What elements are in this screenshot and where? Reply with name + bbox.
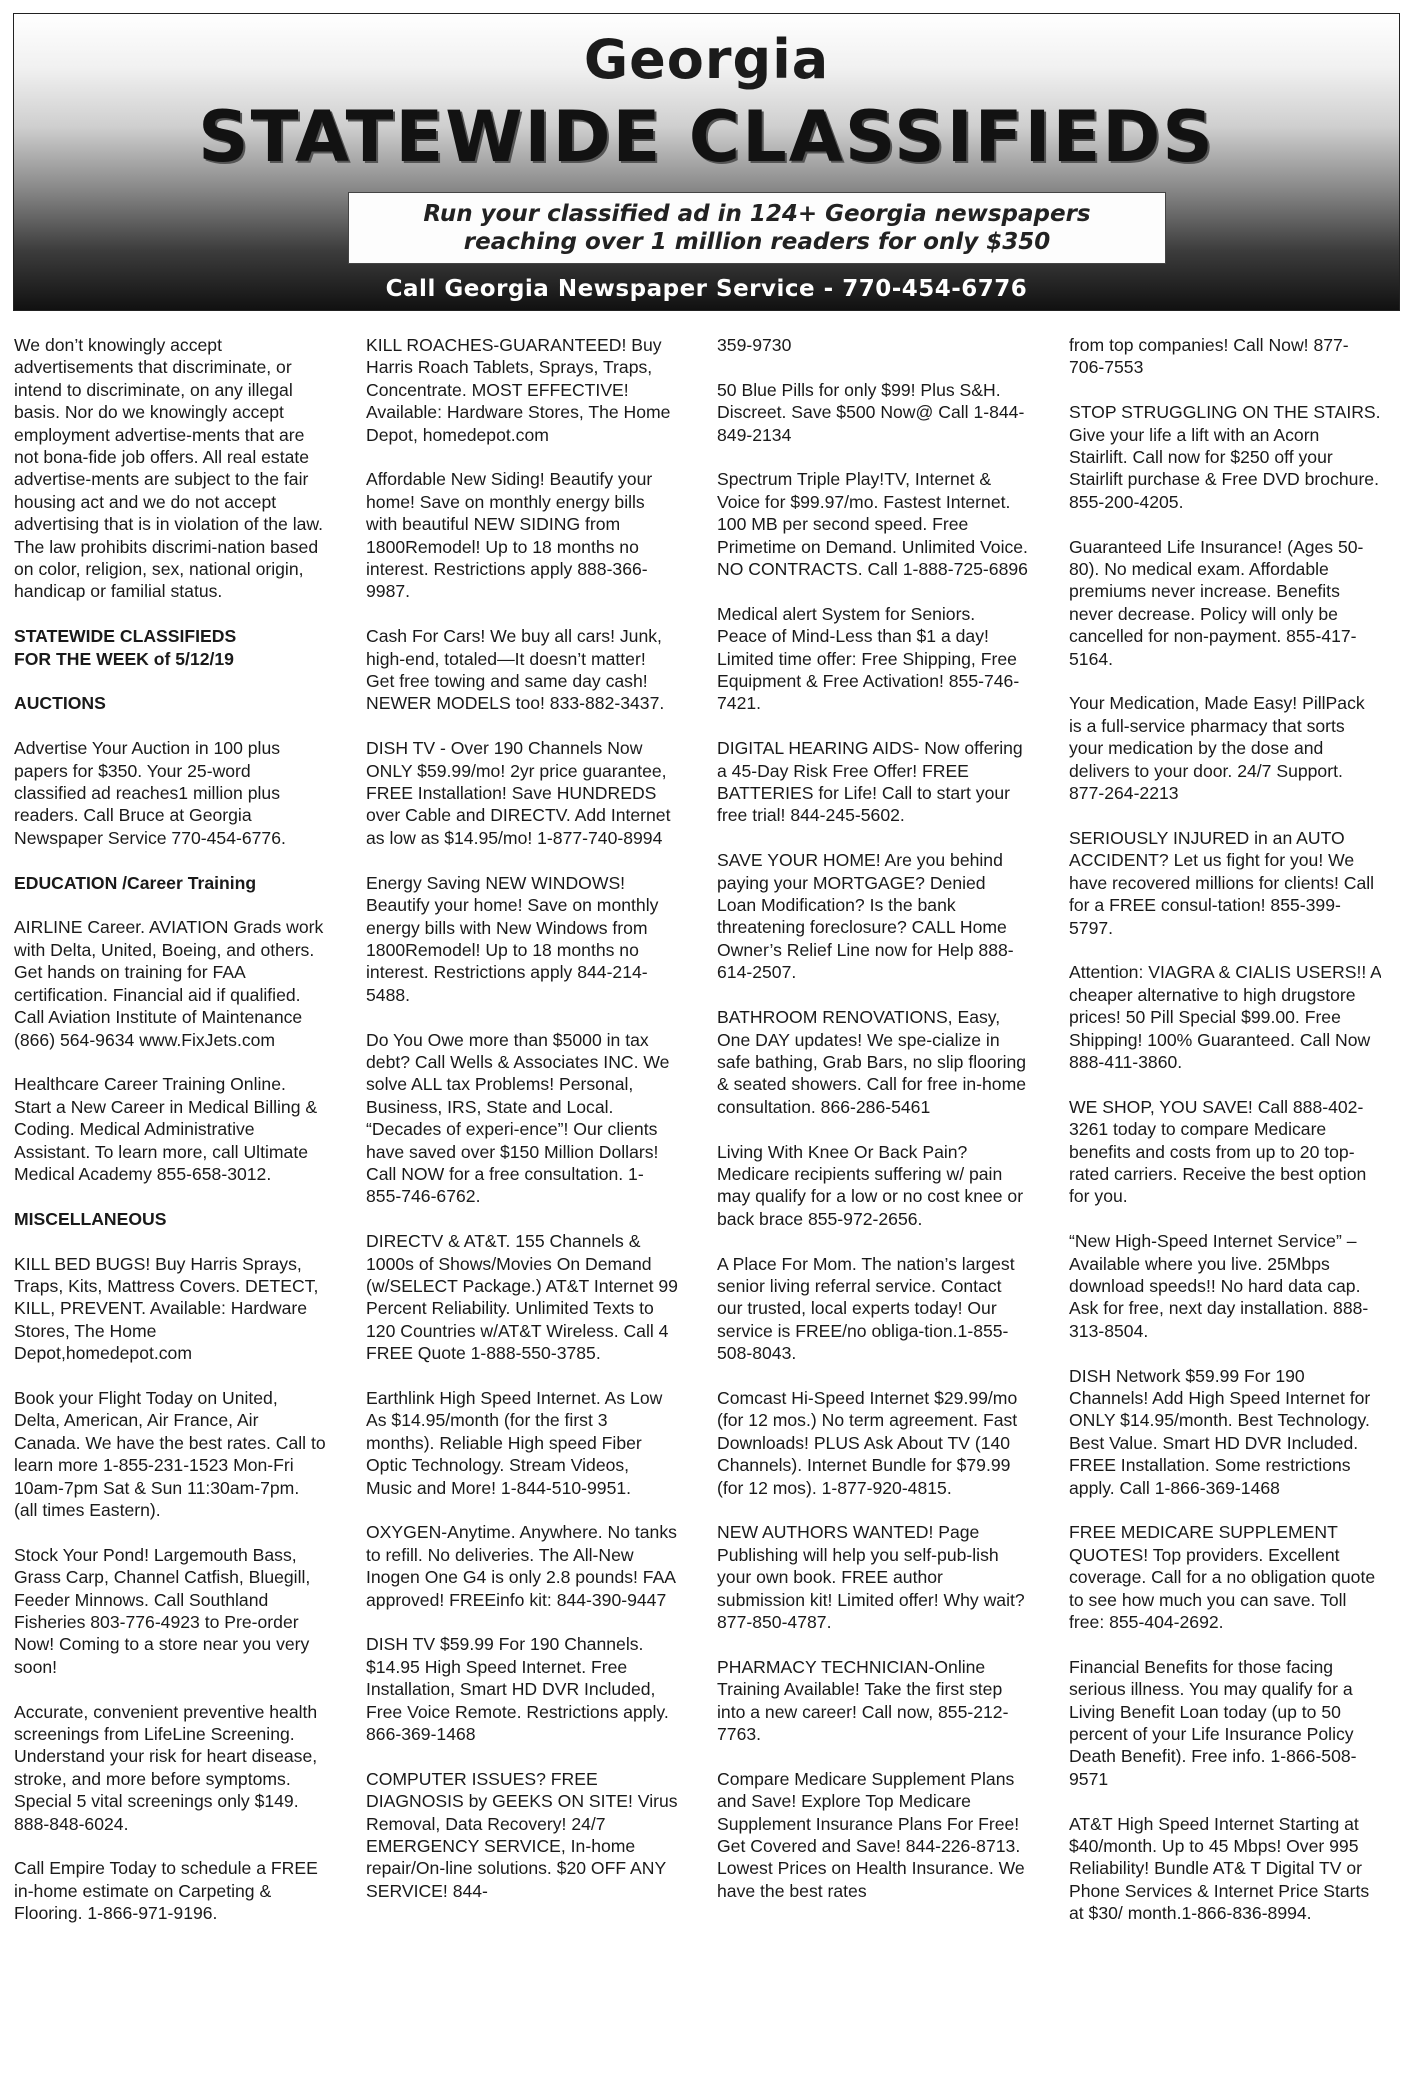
classified-ad: KILL BED BUGS! Buy Harris Sprays, Traps, Kits, Mattress Covers. DETECT, KILL, PREVENT. Available: Hardware Stores, The Home Depot,homedepot.com bbox=[14, 1253, 319, 1364]
classifieds-banner bbox=[13, 13, 1400, 311]
classified-ad: Medical alert System for Seniors. Peace of Mind-Less than $1 a day! Limited time offer: Free Shipping, Free Equipment & Free Activation! 855-746-7421. bbox=[717, 603, 1020, 714]
classified-ad: DISH Network $59.99 For 190 Channels! Add High Speed Internet for ONLY $14.95/month. Best Technology. Best Value. Smart HD DVR Included. FREE Installation. Some restrictions apply. Call 1-866-369-1468 bbox=[1069, 1365, 1371, 1498]
classified-ad: Call Empire Today to schedule a FREE in-home estimate on Carpeting & Flooring. 1-866-971-9196. bbox=[14, 1858, 318, 1924]
classified-ad: SERIOUSLY INJURED in an AUTO ACCIDENT? Let us fight for you! We have recovered millions for clients! Call for a FREE consul-tation! 855-399-5797. bbox=[1069, 827, 1375, 938]
classified-ad: AT&T High Speed Internet Starting at $40/month. Up to 45 Mbps! Over 995 Reliability! Bundle AT& T Digital TV or Phone Services & Internet Price Starts at $30/ month.1-866-836-8994. bbox=[1069, 1813, 1370, 1924]
week-title-line1: STATEWIDE CLASSIFIEDS bbox=[14, 626, 237, 647]
classified-ad: 50 Blue Pills for only $99! Plus S&H. Discreet. Save $500 Now@ Call 1-844-849-2134 bbox=[717, 379, 1025, 445]
classified-ad: Financial Benefits for those facing serious illness. You may qualify for a Living Benefit Loan today (up to 50 percent of your Life Insurance Policy Death Benefit). Free info. 1-866-508-9571 bbox=[1069, 1656, 1357, 1789]
continued-text: 359-9730 bbox=[717, 335, 792, 355]
classified-ad: Comcast Hi-Speed Internet $29.99/mo (for 12 mos.) No term agreement. Fast Downloads! PLUS Ask About TV (140 Channels). Internet Bundle for $79.99 (for 12 mos). 1-877-920-4815. bbox=[717, 1387, 1018, 1498]
classified-ad: NEW AUTHORS WANTED! Page Publishing will help you self-pub-lish your own book. FREE author submission kit! Limited offer! Why wait? 877-850-4787. bbox=[717, 1522, 1025, 1632]
classified-ad: PHARMACY TECHNICIAN-Online Training Available! Take the first step into a new career! Call now, 855-212-7763. bbox=[717, 1656, 1009, 1745]
column-1 bbox=[14, 334, 326, 2100]
classified-ad: Energy Saving NEW WINDOWS! Beautify your home! Save on monthly energy bills with New Windows from 1800Remodel! Up to 18 months no interest. Restrictions apply 844-214-5488. bbox=[366, 872, 659, 1005]
classified-ad: Spectrum Triple Play!TV, Internet & Voice for $99.97/mo. Fastest Internet. 100 MB per second speed. Free Primetime on Demand. Unlimited Voice. NO CONTRACTS. Call 1-888-725-6896 bbox=[717, 469, 1028, 580]
classified-ad: Do You Owe more than $5000 in tax debt? Call Wells & Associates INC. We solve ALL tax Problems! Personal, Business, IRS, State and Local. “Decades of experi-ence”! Our clients have saved over $150 Million Dollars! Call NOW for a free consultation. 1-855-746-6762. bbox=[366, 1029, 670, 1207]
education-heading: EDUCATION /Career Training bbox=[14, 872, 257, 893]
classified-ad: Compare Medicare Supplement Plans and Save! Explore Top Medicare Supplement Insurance Plans For Free! Get Covered and Save! 844-226-8713. Lowest Prices on Health Insurance. We have the best rates bbox=[717, 1768, 1025, 1901]
classified-ad: Affordable New Siding! Beautify your home! Save on monthly energy bills with beautiful NEW SIDING from 1800Remodel! Up to 18 months no interest. Restrictions apply 888-366-9987. bbox=[366, 469, 653, 602]
misc-heading: MISCELLANEOUS bbox=[14, 1208, 167, 1229]
classified-ad: Cash For Cars! We buy all cars! Junk, high-end, totaled—It doesn’t matter! Get free towing and same day cash! NEWER MODELS too! 833-882-3437. bbox=[366, 626, 665, 714]
banner-title: STATEWIDE CLASSIFIEDS bbox=[198, 96, 1215, 178]
classified-ad: FREE MEDICARE SUPPLEMENT QUOTES! Top providers. Excellent coverage. Call for a no obligation quote to see how much you can save. Toll free: 855-404-2692. bbox=[1069, 1522, 1376, 1633]
classified-ad: BATHROOM RENOVATIONS, Easy, One DAY updates! We spe-cialize in safe bathing, Grab Bars, no slip flooring & seated showers. Call for free in-home consultation. 866-286-5461 bbox=[717, 1007, 1027, 1117]
classified-ad: Attention: VIAGRA & CIALIS USERS!! A cheaper alternative to high drugstore prices! 50 Pill Special $99.00. Free Shipping! 100% Guaranteed. Call Now 888-411-3860. bbox=[1069, 962, 1381, 1072]
disclaimer-text: We don’t knowingly accept advertisements that discriminate, or intend to discriminate, on any illegal basis. Nor do we knowingly accept employment advertise-ments that are not bona-fide job offers. All real estate advertise-ments are subject to the fair housing act and we do not accept advertising that is in violation of the law. The law prohibits discrimi-nation based on color, religion, sex, national origin, handicap or familial status. bbox=[14, 335, 324, 602]
classified-ad: A Place For Mom. The nation’s largest senior living referral service. Contact our trusted, local experts today! Our service is FREE/no obliga-tion.1-855-508-8043. bbox=[717, 1253, 1015, 1364]
classified-ad: Guaranteed Life Insurance! (Ages 50-80). No medical exam. Affordable premiums never increase. Benefits never decrease. Policy will only be cancelled for non-payment. 855-417-5164. bbox=[1069, 536, 1364, 669]
continued-text: from top companies! Call Now! 877-706-7553 bbox=[1069, 335, 1349, 378]
banner-tagline-line1: Run your classified ad in 124+ Georgia newspapers bbox=[423, 201, 1091, 227]
classified-ad: COMPUTER ISSUES? FREE DIAGNOSIS by GEEKS ON SITE! Virus Removal, Data Recovery! 24/7 EMERGENCY SERVICE, In-home repair/On-line solutions. $20 OFF ANY SERVICE! 844- bbox=[366, 1768, 678, 1901]
column-4 bbox=[1069, 334, 1381, 2100]
week-title-line2: FOR THE WEEK of 5/12/19 bbox=[14, 648, 234, 669]
classified-ad: Living With Knee Or Back Pain? Medicare recipients suffering w/ pain may qualify for a low or no cost knee or back brace 855-972-2656. bbox=[717, 1141, 1024, 1229]
classified-ad: AIRLINE Career. AVIATION Grads work with Delta, United, Boeing, and others. Get hands on training for FAA certification. Financial aid if qualified. Call Aviation Institute of Maintenance (866) 564-9634 www.FixJets.com bbox=[14, 917, 324, 1050]
banner-state: Georgia bbox=[583, 28, 830, 91]
classified-ad: DISH TV $59.99 For 190 Channels. $14.95 High Speed Internet. Free Installation, Smart HD DVR Included, Free Voice Remote. Restrictions apply. 866-369-1468 bbox=[366, 1634, 669, 1745]
classified-ad: DIRECTV & AT&T. 155 Channels & 1000s of Shows/Movies On Demand (w/SELECT Package.) AT&T Internet 99 Percent Reliability. Unlimited Texts to 120 Countries w/AT&T Wireless. Call 4 FREE Quote 1-888-550-3785. bbox=[366, 1231, 678, 1364]
classified-ad: Your Medication, Made Easy! PillPack is a full-service pharmacy that sorts your medication by the dose and delivers to your door. 24/7 Support. 877-264-2213 bbox=[1069, 693, 1365, 804]
classified-ad: WE SHOP, YOU SAVE! Call 888-402-3261 today to compare Medicare benefits and costs from up to 20 top-rated carriers. Receive the best option for you. bbox=[1069, 1096, 1367, 1207]
auction-ad: Advertise Your Auction in 100 plus papers for $350. Your 25-word classified ad reaches1 million plus readers. Call Bruce at Georgia Newspaper Service 770-454-6776. bbox=[14, 738, 286, 848]
banner-tagline-box bbox=[348, 192, 1166, 264]
classified-ad: SAVE YOUR HOME! Are you behind paying your MORTGAGE? Denied Loan Modification? Is the bank threatening foreclosure? CALL Home Owner’s Relief Line now for Help 888-614-2507. bbox=[717, 850, 1014, 983]
week-title bbox=[14, 625, 326, 670]
classified-columns bbox=[0, 334, 1408, 2100]
column-2 bbox=[366, 334, 678, 2100]
classified-ad: Book your Flight Today on United, Delta, American, Air France, Air Canada. We have the best rates. Call to learn more 1-855-231-1523 Mon-Fri 10am-7pm Sat & Sun 11:30am-7pm. (all times Eastern). bbox=[14, 1387, 326, 1520]
banner-call: Call Georgia Newspaper Service - 770-454-6776 bbox=[385, 276, 1028, 302]
classified-ad: KILL ROACHES-GUARANTEED! Buy Harris Roach Tablets, Sprays, Traps, Concentrate. MOST EFFECTIVE! Available: Hardware Stores, The Home Depot, homedepot.com bbox=[366, 335, 671, 445]
classified-ad: “New High-Speed Internet Service” –Available where you live. 25Mbps download speeds!! No hard data cap. Ask for free, next day installation. 888-313-8504. bbox=[1069, 1231, 1369, 1341]
classified-ad: Accurate, convenient preventive health screenings from LifeLine Screening. Understand your risk for heart disease, stroke, and more before symptoms. Special 5 vital screenings only $149. 888-848-6024. bbox=[14, 1701, 318, 1834]
classified-ad: Earthlink High Speed Internet. As Low As $14.95/month (for the first 3 months). Reliable High speed Fiber Optic Technology. Stream Videos, Music and More! 1-844-510-9951. bbox=[366, 1387, 663, 1498]
column-3 bbox=[717, 334, 1029, 2100]
classified-ad: DIGITAL HEARING AIDS- Now offering a 45-Day Risk Free Offer! FREE BATTERIES for Life! Call to start your free trial! 844-245-5602. bbox=[717, 738, 1023, 826]
classified-ad: Stock Your Pond! Largemouth Bass, Grass Carp, Channel Catfish, Bluegill, Feeder Minnows. Call Southland Fisheries 803-776-4923 to Pre-order Now! Coming to a store near you very soon! bbox=[14, 1544, 311, 1677]
auctions-heading: AUCTIONS bbox=[14, 693, 106, 714]
banner-tagline-line2: reaching over 1 million readers for only $350 bbox=[463, 229, 1051, 255]
classified-ad: STOP STRUGGLING ON THE STAIRS. Give your life a lift with an Acorn Stairlift. Call now for $250 off your Stairlift purchase & Free DVD brochure. 855-200-4205. bbox=[1069, 402, 1381, 512]
classified-ad: DISH TV - Over 190 Channels Now ONLY $59.99/mo! 2yr price guarantee, FREE Installation! Save HUNDREDS over Cable and DIRECTV. Add Internet as low as $14.95/mo! 1-877-740-8994 bbox=[366, 738, 671, 848]
classified-ad: Healthcare Career Training Online. Start a New Career in Medical Billing & Coding. Medical Administrative Assistant. To learn more, call Ultimate Medical Academy 855-658-3012. bbox=[14, 1074, 318, 1184]
classified-ad: OXYGEN-Anytime. Anywhere. No tanks to refill. No deliveries. The All-New Inogen One G4 is only 2.8 pounds! FAA approved! FREEinfo kit: 844-390-9447 bbox=[366, 1522, 677, 1610]
